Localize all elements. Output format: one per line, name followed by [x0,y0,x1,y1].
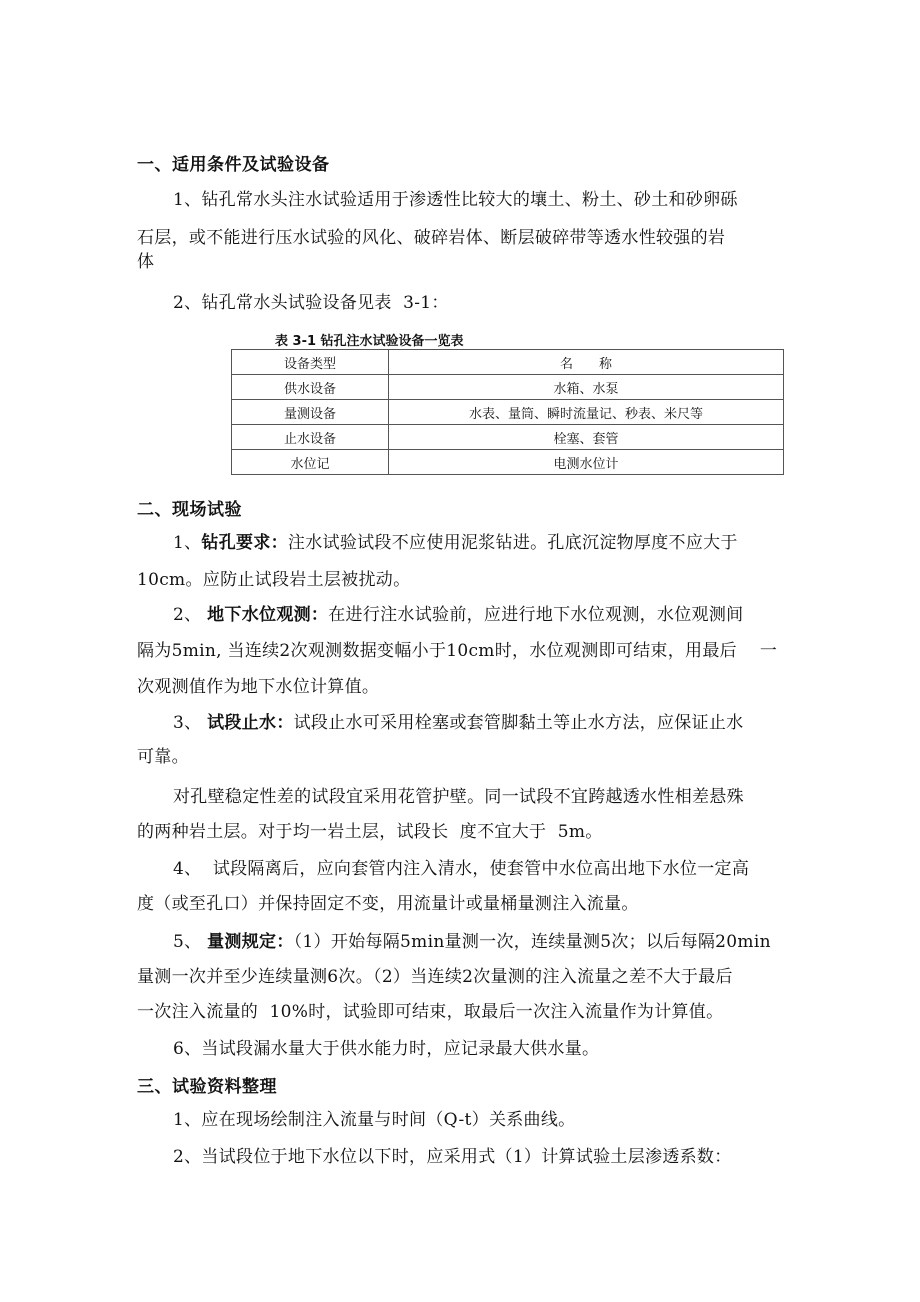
item-number: 1、 [173,533,202,553]
section-2-item-2 [137,598,787,632]
section-1-paragraph-1 [137,183,787,217]
table-header-row [232,350,784,375]
table-caption: 表 3-1 钻孔注水试验设备一览表 [275,334,464,349]
section-2-item-2-line-3: 次观测值作为地下水位计算值。 [137,677,380,697]
table-row [232,450,784,475]
table-cell: 水位记 [232,450,389,475]
table-header-name: 名 称 [389,350,784,375]
section-3-heading: 三、试验资料整理 [137,1077,277,1097]
section-2-item-6: 6、当试段漏水量大于供水能力时，应记录最大供水量。 [173,1039,600,1059]
section-3-item-1: 1、应在现场绘制注入流量与时间（Q-t）关系曲线。 [173,1110,576,1130]
table-cell: 水箱、水泵 [389,375,784,400]
section-2-item-5-line-2: 量测一次并至少连续量测6次。（2）当连续2次量测的注入流量之差不大于最后 [137,967,733,987]
item-text: 在进行注水试验前，应进行地下水位观测，水位观测间 [328,605,744,625]
section-2-extra-paragraph-line-2: 的两种岩土层。对于均一岩土层，试段长 度不宜大于 5m。 [137,822,603,842]
item-bold-label: 钻孔要求： [201,533,288,553]
table-cell: 水表、量筒、瞬时流量记、秒表、米尺等 [389,400,784,425]
section-1-paragraph-1-line-3: 体 [137,252,155,272]
table-header-type: 设备类型 [232,350,389,375]
section-2-heading: 二、现场试验 [137,500,242,520]
section-2-item-5 [137,925,787,959]
section-1-paragraph-1-line-2: 石层，或不能进行压水试验的风化、破碎岩体、断层破碎带等透水性较强的岩 [137,228,726,248]
table-cell: 止水设备 [232,425,389,450]
section-2-item-4-line-2: 度（或至孔口）并保持固定不变，用流量计或量桶量测注入流量。 [137,894,639,914]
table-row [232,425,784,450]
item-number: 5、 [173,932,208,952]
table-cell: 栓塞、套管 [389,425,784,450]
section-2-item-3-line-2: 可靠。 [137,747,189,767]
section-2-item-1-line-2: 10cm。应防止试段岩土层被扰动。 [137,570,411,590]
item-number: 2、 [173,605,208,625]
section-2-item-2-line-2: 隔为5min, 当连续2次观测数据变幅小于10cm时，水位观测即可结束，用最后 一 [137,641,778,661]
section-2-item-5-line-3: 一次注入流量的 10%时，试验即可结束，取最后一次注入流量作为计算值。 [137,1002,724,1022]
item-bold-label: 试段止水： [207,713,294,733]
item-number: 3、 [173,713,208,733]
item-bold-label: 地下水位观测： [207,605,329,625]
item-text: （1）开始每隔5min量测一次，连续量测5次；以后每隔20min [293,932,771,952]
section-1-paragraph-2: 2、钻孔常水头试验设备见表 3-1： [173,293,449,313]
section-3-item-2: 2、当试段位于地下水位以下时，应采用式（1）计算试验土层渗透系数： [173,1147,732,1167]
table-cell: 电测水位计 [389,450,784,475]
equipment-table [231,349,784,475]
table-cell: 量测设备 [232,400,389,425]
section-2-item-4: 4、 试段隔离后，应向套管内注入清水，使套管中水位高出地下水位一定高 [173,859,750,879]
section-2-extra-paragraph: 对孔壁稳定性差的试段宜采用花管护壁。同一试段不宜跨越透水性相差悬殊 [173,787,744,807]
table-row [232,375,784,400]
section-1-heading: 一、适用条件及试验设备 [137,155,330,175]
item-text: 注水试验试段不应使用泥浆钻进。孔底沉淀物厚度不应大于 [287,533,738,553]
item-bold-label: 量测规定： [207,932,294,952]
text-line: 1、钻孔常水头注水试验适用于渗透性比较大的壤土、粉土、砂土和砂卵砾 [173,190,738,210]
section-2-item-3 [137,706,787,740]
item-text: 试段止水可采用栓塞或套管脚黏土等止水方法，应保证止水 [293,713,744,733]
table-row [232,400,784,425]
section-2-item-1 [137,526,787,560]
table-cell: 供水设备 [232,375,389,400]
